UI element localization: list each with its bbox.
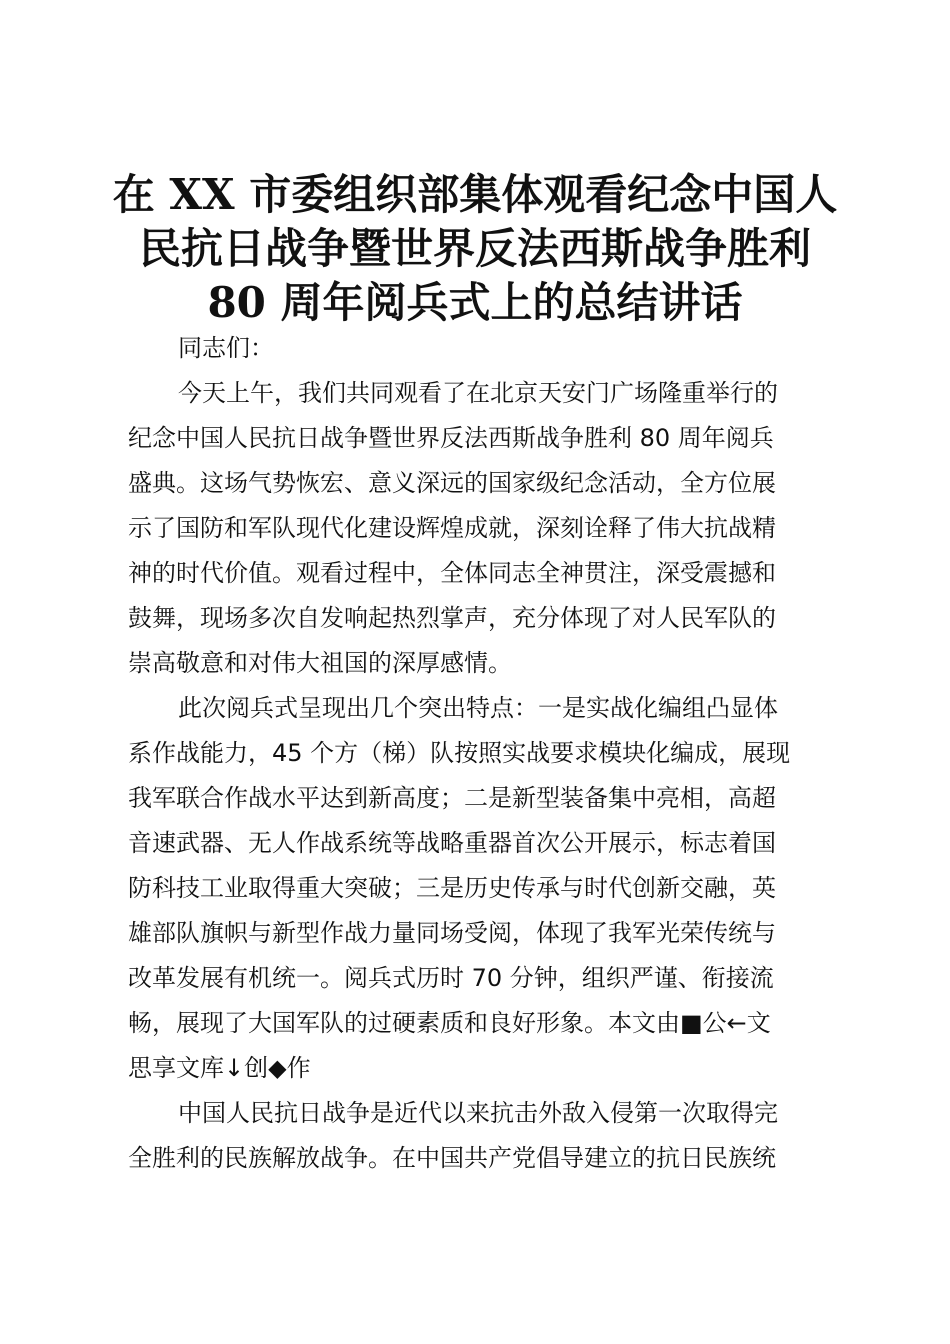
paragraph (128, 371, 828, 686)
title-line: 民抗日战争暨世界反法西斯战争胜利 (138, 224, 811, 273)
greeting: 同志们： (178, 334, 274, 362)
paragraph-line: 畅，展现了大国军队的过硬素质和良好形象。本文由■公←文 (128, 1009, 771, 1037)
paragraph-line: 防科技工业取得重大突破；三是历史传承与时代创新交融，英 (128, 874, 776, 902)
document-title (110, 168, 840, 330)
paragraph-line: 今天上午，我们共同观看了在北京天安门广场隆重举行的 (178, 379, 778, 407)
paragraph-line: 全胜利的民族解放战争。在中国共产党倡导建立的抗日民族统 (128, 1144, 776, 1172)
paragraph-line: 神的时代价值。观看过程中，全体同志全神贯注，深受震撼和 (128, 559, 776, 587)
paragraph-line: 此次阅兵式呈现出几个突出特点：一是实战化编组凸显体 (178, 694, 778, 722)
paragraph-line: 崇高敬意和对伟大祖国的深厚感情。 (128, 649, 512, 677)
paragraph-line: 鼓舞，现场多次自发响起热烈掌声，充分体现了对人民军队的 (128, 604, 776, 632)
paragraph-line: 纪念中国人民抗日战争暨世界反法西斯战争胜利 80 周年阅兵 (128, 424, 774, 452)
title-line: 80 周年阅兵式上的总结讲话 (207, 278, 743, 327)
paragraph-line: 示了国防和军队现代化建设辉煌成就，深刻诠释了伟大抗战精 (128, 514, 776, 542)
paragraph-line: 我军联合作战水平达到新高度；二是新型装备集中亮相，高超 (128, 784, 776, 812)
paragraph-line: 盛典。这场气势恢宏、意义深远的国家级纪念活动，全方位展 (128, 469, 776, 497)
title-line: 在 XX 市委组织部集体观看纪念中国人 (112, 170, 838, 219)
paragraph-line: 雄部队旗帜与新型作战力量同场受阅，体现了我军光荣传统与 (128, 919, 776, 947)
paragraph (128, 686, 828, 1091)
paragraph (128, 1091, 828, 1181)
paragraph-line: 系作战能力，45 个方（梯）队按照实战要求模块化编成，展现 (128, 739, 791, 767)
paragraph-line: 中国人民抗日战争是近代以来抗击外敌入侵第一次取得完 (178, 1099, 778, 1127)
paragraph-line: 思享文库↓创◆作 (128, 1054, 311, 1082)
paragraph-line: 改革发展有机统一。阅兵式历时 70 分钟，组织严谨、衔接流 (128, 964, 774, 992)
document-body (128, 326, 828, 1181)
paragraph-line: 音速武器、无人作战系统等战略重器首次公开展示，标志着国 (128, 829, 776, 857)
